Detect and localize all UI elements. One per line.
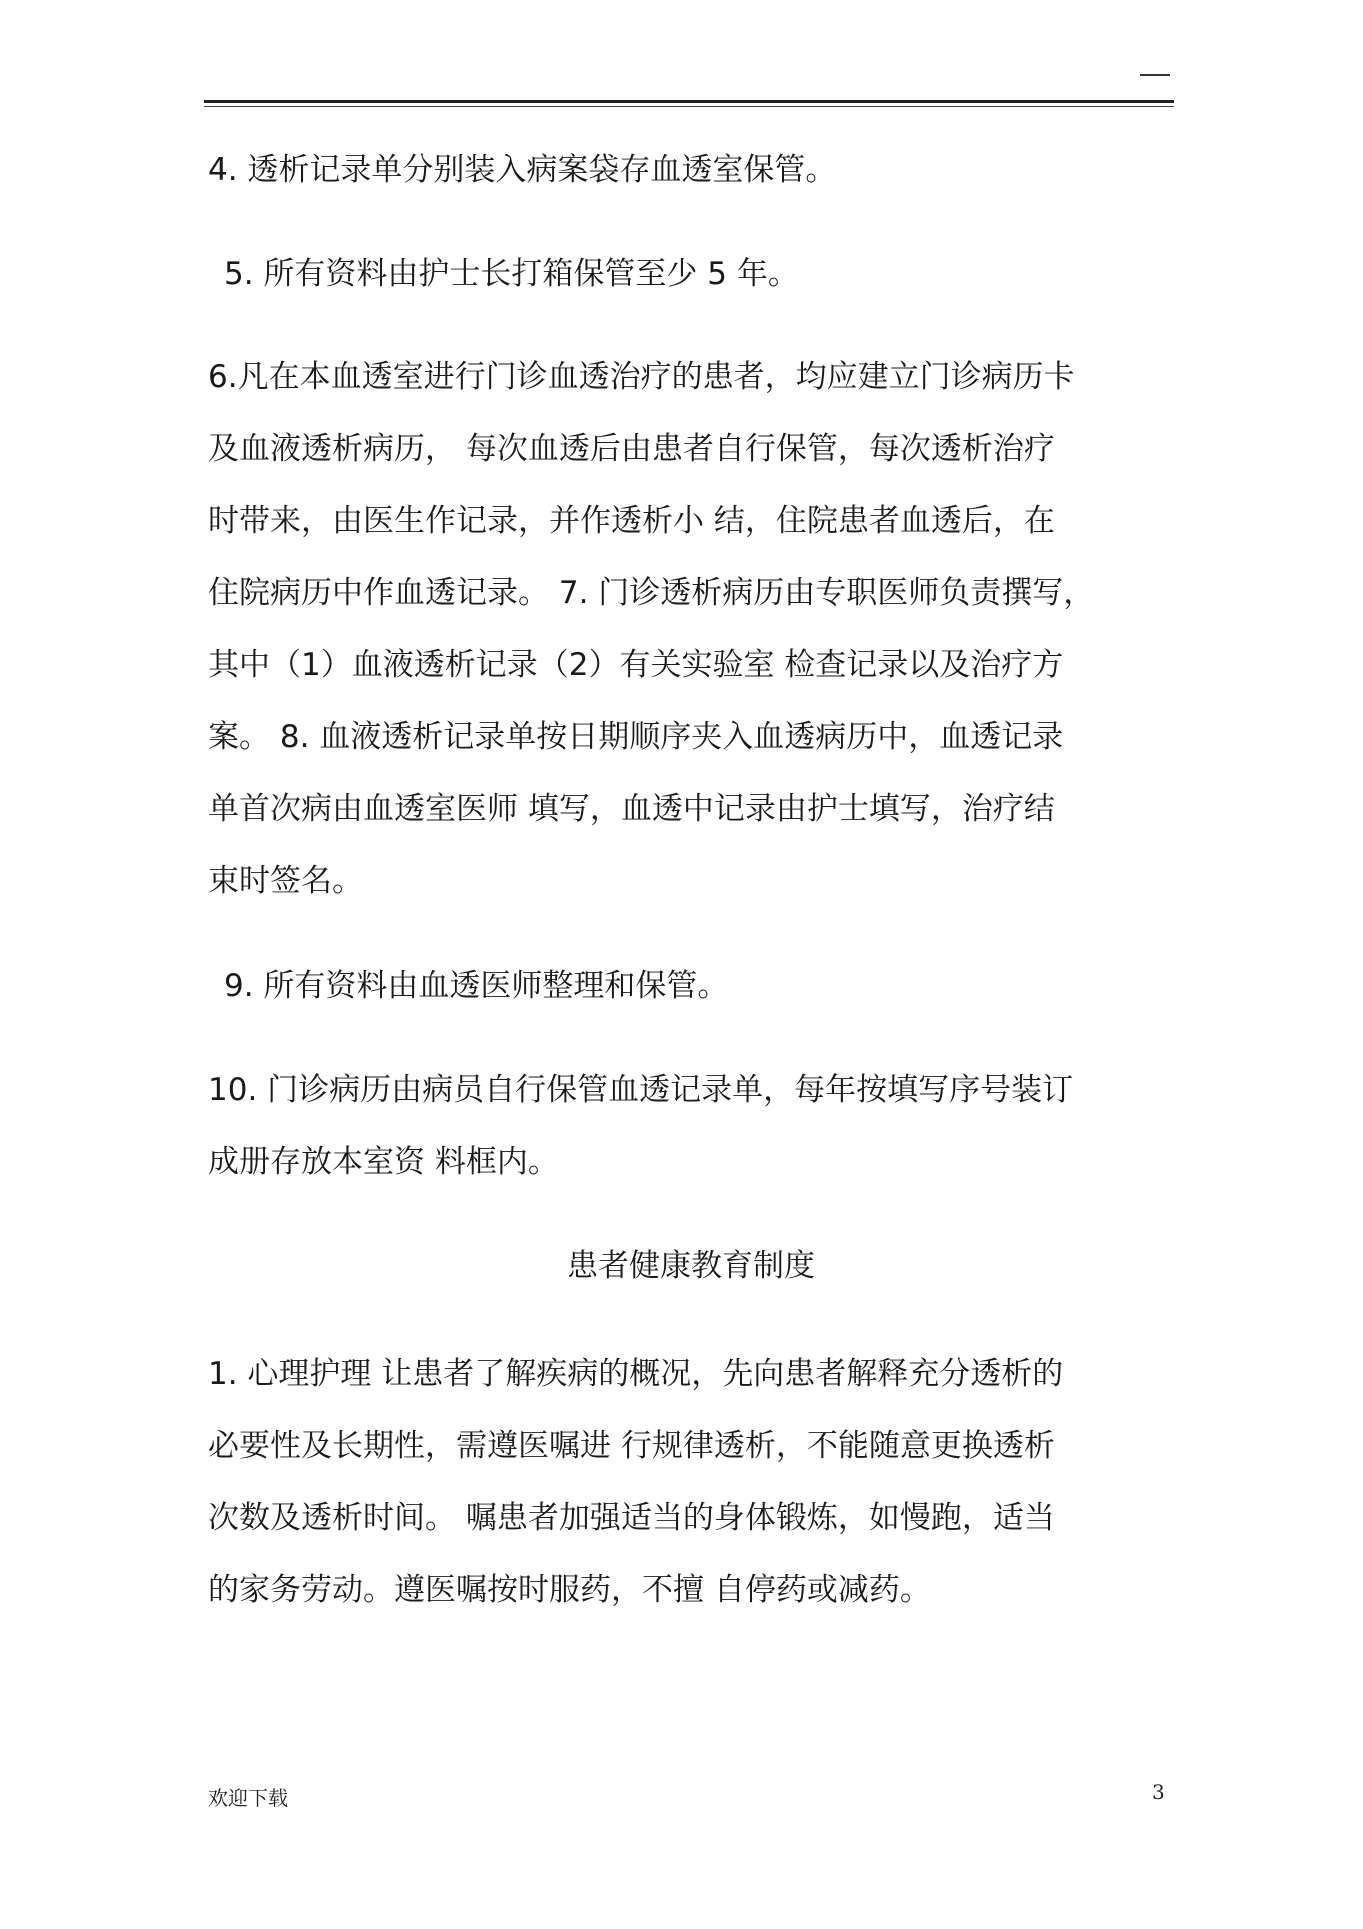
- paragraph-6-line: 束时签名。: [208, 863, 363, 899]
- section-paragraph-1: [208, 1338, 1174, 1626]
- paragraph-10-line: 10. 门诊病历由病员自行保管血透记录单，每年按填写序号装订: [208, 1072, 1074, 1108]
- paragraph-9: 9. 所有资料由血透医师整理和保管。: [224, 968, 729, 1004]
- paragraph-4: 4. 透析记录单分别装入病案袋存血透室保管。: [208, 152, 837, 188]
- paragraph-6: [208, 341, 1174, 917]
- paragraph-6-line: 住院病历中作血透记录。 7. 门诊透析病历由专职医师负责撰写，: [208, 575, 1095, 611]
- section-paragraph-1-line: 次数及透析时间。 嘱患者加强适当的身体锻炼，如慢跑，适当: [208, 1500, 1055, 1536]
- section-paragraph-1-line: 1. 心理护理 让患者了解疾病的概况，先向患者解释充分透析的: [208, 1356, 1064, 1392]
- paragraph-6-line: 案。 8. 血液透析记录单按日期顺序夹入血透病历中，血透记录: [208, 719, 1064, 755]
- header-mark: [1140, 74, 1170, 76]
- paragraph-6-line: 及血液透析病历， 每次血透后由患者自行保管，每次透析治疗: [208, 431, 1055, 467]
- paragraph-6-line: 6.凡在本血透室进行门诊血透治疗的患者，均应建立门诊病历卡: [208, 359, 1075, 395]
- paragraph-6-line: 其中（1）血液透析记录（2）有关实验室 检查记录以及治疗方: [208, 647, 1064, 683]
- paragraph-10-line: 成册存放本室资 料框内。: [208, 1144, 559, 1180]
- paragraph-6-line: 时带来，由医生作记录，并作透析小 结，住院患者血透后，在: [208, 503, 1055, 539]
- paragraph-10: [208, 1054, 1174, 1198]
- section-title: 患者健康教育制度: [567, 1248, 815, 1284]
- header-rule: [204, 100, 1174, 103]
- footer-download-text: 欢迎下载: [208, 1786, 288, 1810]
- section-paragraph-1-line: 必要性及长期性，需遵医嘱进 行规律透析，不能随意更换透析: [208, 1428, 1055, 1464]
- header-rule-thin: [204, 106, 1174, 107]
- page-number: 3: [1152, 1780, 1165, 1804]
- paragraph-6-line: 单首次病由血透室医师 填写，血透中记录由护士填写，治疗结: [208, 791, 1055, 827]
- section-paragraph-1-line: 的家务劳动。遵医嘱按时服药，不擅 自停药或减药。: [208, 1572, 931, 1608]
- paragraph-5: 5. 所有资料由护士长打箱保管至少 5 年。: [224, 256, 799, 292]
